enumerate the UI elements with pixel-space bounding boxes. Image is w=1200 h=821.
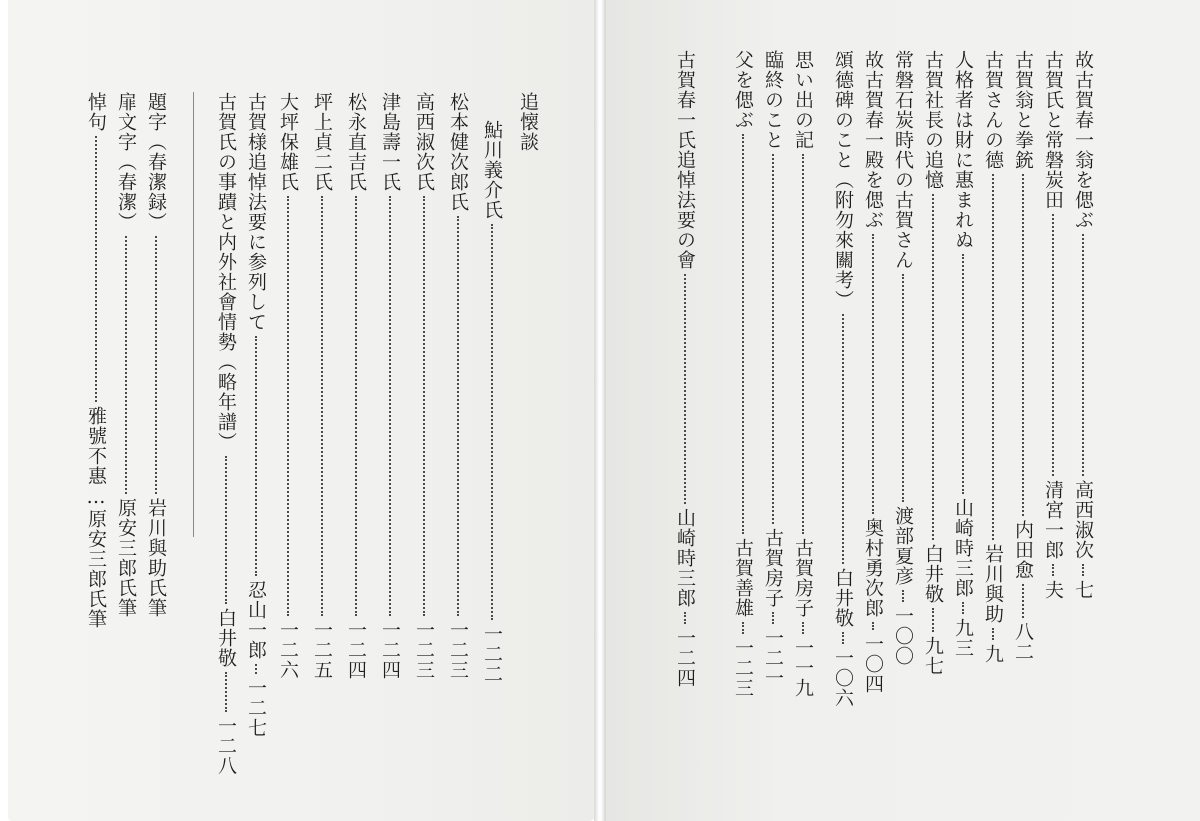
toc-author: 鮎川義介氏 [481,120,503,220]
toc-author: 白井敬 [922,544,944,604]
toc-page-number: 一二四 [379,620,401,680]
toc-title: 古賀翁と拳銃 [1012,50,1034,170]
toc-page-number: 一二八 [215,716,237,776]
toc-author: 白井敬 [215,608,237,668]
toc-title: 古賀氏と常磐炭田 [1042,50,1064,210]
toc-page-number: 一二五 [311,620,333,680]
toc-page-number: 一二三 [447,620,469,680]
leader-dots [842,632,844,644]
toc-page-number: 一二六 [277,620,299,680]
toc-author: 山崎時三郎 [674,508,696,608]
toc-author: 清宮一郎 [1042,480,1064,560]
toc-page-number: 夫 [1042,580,1064,600]
leader-dots [255,336,257,576]
toc-entry [482,120,501,684]
toc-entry [448,92,467,680]
credit-label: 扉文字（春潔） [115,92,137,232]
toc-page-number: 一一九 [792,638,814,698]
leader-dots [321,196,323,616]
leader-dots [225,456,227,604]
toc-author: 松本健次郎氏 [447,92,469,212]
toc-page-number: 八二 [1012,622,1034,662]
leader-dots [225,672,227,712]
section-heading [518,92,537,152]
toc-author: 古賀房子 [762,528,784,608]
toc-page-number: 七 [1072,580,1094,600]
toc-author: 忍山一郎 [245,580,267,660]
toc-page-number: 一二七 [245,678,267,738]
leader-dots [902,274,904,502]
toc-entry [953,50,972,658]
toc-title: 古賀様追悼法要に参列して [245,92,267,332]
credit-text: 岩川與助氏筆 [145,498,167,618]
leader-dots [772,612,774,624]
leader-dots [932,194,934,540]
toc-title: 思い出の記 [792,50,814,150]
toc-page-number: 一〇〇 [892,606,914,666]
credit-entry [146,92,165,618]
toc-title: 人格者は財に惠まれぬ [952,50,974,250]
toc-author: 津島壽一氏 [379,92,401,192]
leader-dots [355,196,357,616]
toc-entry [733,50,752,698]
leader-dots [491,224,493,620]
section-divider-line [193,92,194,537]
toc-entry [1043,50,1062,600]
leader-dots [1082,234,1084,476]
toc-entry [833,50,852,708]
section-heading-text: 追懐談 [517,92,539,152]
toc-entry [216,92,235,776]
credit-entry [116,92,135,618]
leader-dots [1082,564,1084,576]
toc-page-number: 一二三 [732,638,754,698]
toc-title: 故古賀春一翁を偲ぶ [1072,50,1094,230]
leader-dots [684,274,686,504]
toc-page-number: 一二四 [674,628,696,688]
leader-dots [992,628,994,640]
leader-dots [992,174,994,540]
toc-page-number: 一〇四 [862,634,884,694]
leader-dots [802,154,804,534]
toc-page-number: 一二一 [762,628,784,688]
toc-page-number: 九七 [922,636,944,676]
leader-dots [287,196,289,616]
leader-dots [1022,174,1024,516]
leader-dots [772,154,774,524]
leader-dots [125,236,127,494]
toc-author: 奥村勇次郎 [862,518,884,618]
toc-title: 古賀さんの德 [982,50,1004,170]
credit-label: 題字（春潔録） [145,92,167,232]
toc-author: 高西淑次 [1072,480,1094,560]
leader-dots [1052,564,1054,576]
toc-title: 父を偲ぶ [732,50,754,130]
leader-dots [932,608,934,632]
toc-title: 頌德碑のこと（附勿來關考） [832,50,854,310]
leader-dots [155,236,157,494]
toc-entry [1073,50,1092,600]
leader-dots [842,314,844,564]
toc-entry [246,92,265,738]
credit-label: 悼句 [85,92,107,132]
toc-title: 古賀氏の事蹟と内外社會情勢（略年譜） [215,92,237,452]
toc-page-number: 一二三 [413,620,435,680]
toc-author: 白井敬 [832,568,854,628]
leader-dots [95,136,97,402]
leader-dots [802,622,804,634]
toc-entry [414,92,433,680]
toc-author: 坪上貞二氏 [311,92,333,192]
toc-title: 故古賀春一殿を偲ぶ [862,50,884,230]
toc-author: 高西淑次氏 [413,92,435,192]
leader-dots [872,622,874,630]
credit-text: 原安三郎氏筆 [115,498,137,618]
toc-entry [793,50,812,698]
leader-dots [255,664,257,674]
toc-page-number: 一二四 [345,620,367,680]
toc-entry [675,50,694,688]
toc-entry [923,50,942,676]
leader-dots [1052,214,1054,476]
leader-dots [962,254,964,494]
toc-author: 内田愈 [1012,520,1034,580]
toc-author: 大坪保雄氏 [277,92,299,192]
toc-page-number: 一二二 [481,624,503,684]
toc-author: 古賀善雄 [732,538,754,618]
toc-title: 古賀社長の追憶 [922,50,944,190]
toc-entry [346,92,365,680]
credit-entry [86,92,105,629]
leader-dots [423,196,425,616]
leader-dots [872,234,874,514]
credit-text: 雅號不惠…原安三郎氏筆 [85,406,107,629]
toc-entry [763,50,782,688]
leader-dots [1022,584,1024,618]
toc-entry [278,92,297,680]
toc-entry [1013,50,1032,662]
leader-dots [684,612,686,624]
leader-dots [457,216,459,616]
toc-page-number: 九三 [952,618,974,658]
toc-page-number: 一〇六 [832,648,854,708]
toc-entry [312,92,331,680]
toc-entry [380,92,399,680]
toc-title: 常磐石炭時代の古賀さん [892,50,914,270]
leader-dots [902,590,904,602]
toc-author: 古賀房子 [792,538,814,618]
book-gutter [594,0,606,821]
toc-author: 渡部夏彦 [892,506,914,586]
toc-entry [983,50,1002,664]
toc-title: 臨終のこと [762,50,784,150]
leader-dots [742,134,744,534]
toc-author: 岩川與助 [982,544,1004,624]
toc-title: 古賀春一氏追悼法要の會 [674,50,696,270]
toc-page-number: 九 [982,644,1004,664]
toc-author: 山崎時三郎 [952,498,974,598]
toc-author: 松永直吉氏 [345,92,367,192]
leader-dots [389,196,391,616]
leader-dots [962,602,964,614]
toc-entry [893,50,912,666]
leader-dots [742,622,744,634]
toc-entry [863,50,882,694]
